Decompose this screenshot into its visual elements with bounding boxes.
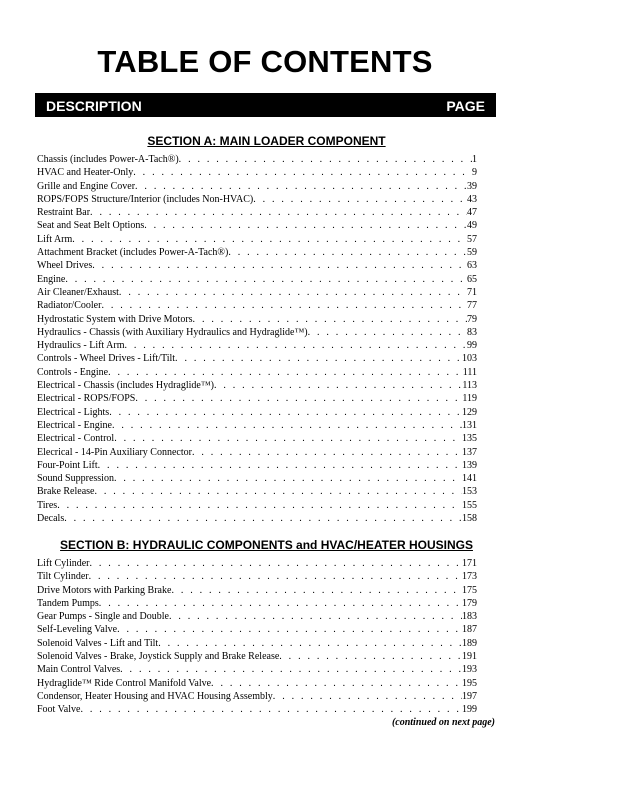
column-header-bar — [35, 93, 496, 117]
dot-leader — [112, 419, 462, 432]
toc-entry-label: Hydraglide™ Ride Control Manifold Valve — [37, 677, 212, 689]
toc-entry-label: Tilt Cylinder — [37, 571, 89, 583]
toc-entry-page: 65 — [467, 273, 477, 285]
toc-entry-label: Air Cleaner/Exhaust — [37, 286, 119, 298]
dot-leader — [90, 206, 467, 219]
dot-leader — [158, 637, 462, 650]
toc-entry-page: 183 — [462, 611, 477, 623]
dot-leader — [72, 233, 467, 246]
toc-entry-page: 71 — [467, 286, 477, 298]
dot-leader — [117, 623, 462, 636]
dot-leader — [119, 286, 467, 299]
toc-entry[interactable] — [37, 193, 477, 206]
page-title: TABLE OF CONTENTS — [97, 44, 433, 79]
toc-entry-page: 137 — [462, 446, 477, 458]
toc-entry-label: Self-Leveling Valve — [37, 624, 118, 636]
dot-leader — [279, 650, 462, 663]
toc-entry-label: Hydraulics - Chassis (with Auxiliary Hydraulics and Hydraglide™) — [37, 326, 308, 338]
toc-entry-label: Drive Motors with Parking Brake — [37, 584, 172, 596]
toc-entry[interactable] — [37, 419, 477, 432]
toc-entry[interactable] — [37, 512, 477, 525]
toc-entry[interactable] — [37, 570, 477, 583]
toc-entry-label: Attachment Bracket (includes Power-A-Tach®) — [37, 247, 229, 259]
toc-entry[interactable] — [37, 233, 477, 246]
toc-entry-label: Seat and Seat Belt Options — [37, 220, 145, 232]
toc-entry-page: 83 — [467, 326, 477, 338]
dot-leader — [114, 472, 462, 485]
toc-entry-label: Solenoid Valves - Brake, Joystick Supply and Brake Release — [37, 651, 280, 663]
toc-entry-page: 171 — [462, 558, 477, 569]
toc-entry-page: 173 — [462, 571, 477, 583]
toc-entry[interactable] — [37, 206, 477, 219]
dot-leader — [64, 512, 462, 525]
toc-entry-label: Hydraulics - Lift Arm — [37, 340, 125, 352]
toc-entry[interactable] — [37, 313, 477, 326]
toc-entry-label: Main Control Valves — [37, 664, 121, 676]
toc-entry-page: 63 — [467, 260, 477, 272]
toc-entry-label: Radiator/Cooler — [37, 300, 102, 312]
toc-entry[interactable] — [37, 690, 477, 703]
toc-entry[interactable] — [37, 432, 477, 445]
toc-entry[interactable] — [37, 650, 477, 663]
toc-entry-page: 193 — [462, 664, 477, 676]
toc-entry[interactable] — [37, 392, 477, 405]
toc-entry[interactable] — [37, 677, 477, 690]
toc-entry-page: 155 — [462, 499, 477, 511]
toc-entry-page: 43 — [467, 193, 477, 205]
toc-entry-label: Condensor, Heater Housing and HVAC Housing Assembly — [37, 690, 273, 702]
dot-leader — [94, 485, 462, 498]
dot-leader — [98, 459, 462, 472]
dot-leader — [101, 299, 467, 312]
dot-leader — [171, 584, 462, 597]
toc-entry-label: Tires — [37, 499, 58, 511]
dot-leader — [133, 166, 472, 179]
toc-entry-label: Electrical - Chassis (includes Hydraglide™) — [37, 380, 214, 392]
toc-entry-page: 79 — [467, 313, 477, 325]
dot-leader — [308, 326, 467, 339]
dot-leader — [135, 180, 467, 193]
toc-entry-label: Foot Valve — [37, 704, 81, 716]
toc-entry-label: Gear Pumps - Single and Double — [37, 611, 169, 623]
dot-leader — [92, 259, 467, 272]
toc-entry-page: 131 — [462, 419, 477, 431]
toc-entry-page: 49 — [467, 220, 477, 232]
toc-entry-page: 179 — [462, 597, 477, 609]
dot-leader — [175, 352, 462, 365]
toc-entry-label: Elecrical - 14-Pin Auxiliary Connector — [37, 446, 192, 458]
toc-entry-label: Controls - Engine — [37, 366, 109, 378]
toc-entry[interactable] — [37, 299, 477, 312]
section-b-title: SECTION B: HYDRAULIC COMPONENTS and HVAC/HEATER HOUSINGS — [60, 538, 473, 552]
toc-entry[interactable] — [37, 366, 477, 379]
toc-entry-label: Lift Arm — [37, 233, 73, 245]
dot-leader — [108, 366, 463, 379]
toc-entry[interactable] — [37, 663, 477, 676]
toc-entry-page: 197 — [462, 690, 477, 702]
toc-entry[interactable] — [37, 326, 477, 339]
toc-entry[interactable] — [37, 446, 477, 459]
toc-entry[interactable] — [37, 610, 477, 623]
dot-leader — [179, 153, 472, 166]
toc-entry-label: HVAC and Heater-Only — [37, 167, 134, 179]
toc-entry-label: Decals — [37, 513, 65, 525]
dot-leader — [253, 193, 467, 206]
dot-leader — [214, 379, 462, 392]
dot-leader — [211, 677, 462, 690]
toc-entry-page: 111 — [462, 366, 477, 378]
toc-entry[interactable] — [37, 584, 477, 597]
toc-entry[interactable] — [37, 339, 477, 352]
toc-entry-label: Electrical - Control — [37, 433, 115, 445]
toc-entry-page: 1 — [472, 154, 477, 165]
toc-entry-page: 153 — [462, 486, 477, 498]
dot-leader — [193, 313, 467, 326]
dot-leader — [90, 557, 463, 570]
dot-leader — [192, 446, 462, 459]
toc-entry-page: 103 — [462, 353, 477, 365]
description-column-header: DESCRIPTION — [46, 98, 142, 114]
toc-entry-page: 187 — [462, 624, 477, 636]
toc-entry[interactable] — [37, 180, 477, 193]
toc-entry-page: 99 — [467, 340, 477, 352]
toc-entry[interactable] — [37, 472, 477, 485]
toc-entry[interactable] — [37, 499, 477, 512]
toc-entry[interactable] — [37, 459, 477, 472]
dot-leader — [57, 499, 462, 512]
dot-leader — [120, 663, 462, 676]
section-a-list — [37, 153, 477, 525]
dot-leader — [228, 246, 467, 259]
toc-entry-page: 158 — [462, 513, 477, 525]
dot-leader — [89, 570, 462, 583]
toc-entry[interactable] — [37, 352, 477, 365]
toc-entry-page: 139 — [462, 459, 477, 471]
toc-entry[interactable] — [37, 637, 477, 650]
dot-leader — [273, 690, 462, 703]
toc-entry-label: Electrical - ROPS/FOPS — [37, 393, 136, 405]
dot-leader — [124, 339, 467, 352]
toc-entry[interactable] — [37, 273, 477, 286]
page-column-header: PAGE — [446, 98, 485, 114]
toc-entry[interactable] — [37, 623, 477, 636]
toc-entry-label: Sound Suppression — [37, 473, 114, 485]
toc-entry-label: ROPS/FOPS Structure/Interior (includes Non-HVAC) — [37, 193, 254, 205]
toc-entry-page: 195 — [462, 677, 477, 689]
toc-entry[interactable] — [37, 703, 477, 716]
dot-leader — [114, 432, 462, 445]
toc-entry-page: 39 — [467, 180, 477, 192]
toc-entry[interactable] — [37, 153, 477, 166]
toc-entry-label: Wheel Drives — [37, 260, 93, 272]
toc-entry-label: Brake Release — [37, 486, 95, 498]
toc-entry[interactable] — [37, 597, 477, 610]
toc-entry[interactable] — [37, 259, 477, 272]
toc-entry[interactable] — [37, 557, 477, 570]
toc-entry-page: 141 — [462, 473, 477, 485]
toc-entry-page: 59 — [467, 247, 477, 259]
toc-entry-label: Engine — [37, 273, 66, 285]
toc-entry-label: Solenoid Valves - Lift and Tilt — [37, 637, 159, 649]
dot-leader — [80, 703, 462, 716]
toc-entry[interactable] — [37, 379, 477, 392]
toc-entry-page: 113 — [462, 380, 477, 392]
toc-entry[interactable] — [37, 219, 477, 232]
toc-entry-label: Tandem Pumps — [37, 597, 99, 609]
dot-leader — [99, 597, 462, 610]
toc-entry-label: Grille and Engine Cover — [37, 180, 136, 192]
toc-entry-page: 9 — [472, 167, 477, 179]
toc-entry-page: 135 — [462, 433, 477, 445]
toc-entry-page: 175 — [462, 584, 477, 596]
toc-entry-page: 57 — [467, 233, 477, 245]
toc-entry-label: Four-Point Lift — [37, 459, 98, 471]
toc-entry-page: 191 — [462, 651, 477, 663]
toc-entry-label: Controls - Wheel Drives - Lift/Tilt — [37, 353, 176, 365]
toc-entry-page: 129 — [462, 406, 477, 418]
toc-entry[interactable] — [37, 485, 477, 498]
dot-leader — [144, 219, 467, 232]
toc-entry-label: Electrical - Lights — [37, 406, 110, 418]
toc-entry-label: Lift Cylinder — [37, 558, 90, 569]
dot-leader — [65, 273, 467, 286]
section-b-list — [37, 557, 477, 717]
toc-entry-page: 189 — [462, 637, 477, 649]
toc-entry[interactable] — [37, 406, 477, 419]
dot-leader — [109, 406, 462, 419]
toc-entry-page: 199 — [462, 704, 477, 716]
section-a-title: SECTION A: MAIN LOADER COMPONENT — [147, 134, 386, 148]
toc-entry-label: Restraint Bar — [37, 207, 91, 219]
toc-entry-page: 47 — [467, 207, 477, 219]
toc-entry[interactable] — [37, 166, 477, 179]
toc-entry[interactable] — [37, 286, 477, 299]
toc-entry-label: Chassis (includes Power-A-Tach®) — [37, 154, 179, 165]
toc-entry-label: Electrical - Engine — [37, 419, 112, 431]
toc-entry-page: 119 — [462, 393, 477, 405]
toc-entry-label: Hydrostatic System with Drive Motors — [37, 313, 193, 325]
toc-entry[interactable] — [37, 246, 477, 259]
toc-entry-page: 77 — [467, 300, 477, 312]
continued-note: (continued on next page) — [391, 717, 495, 728]
dot-leader — [169, 610, 462, 623]
dot-leader — [135, 392, 462, 405]
